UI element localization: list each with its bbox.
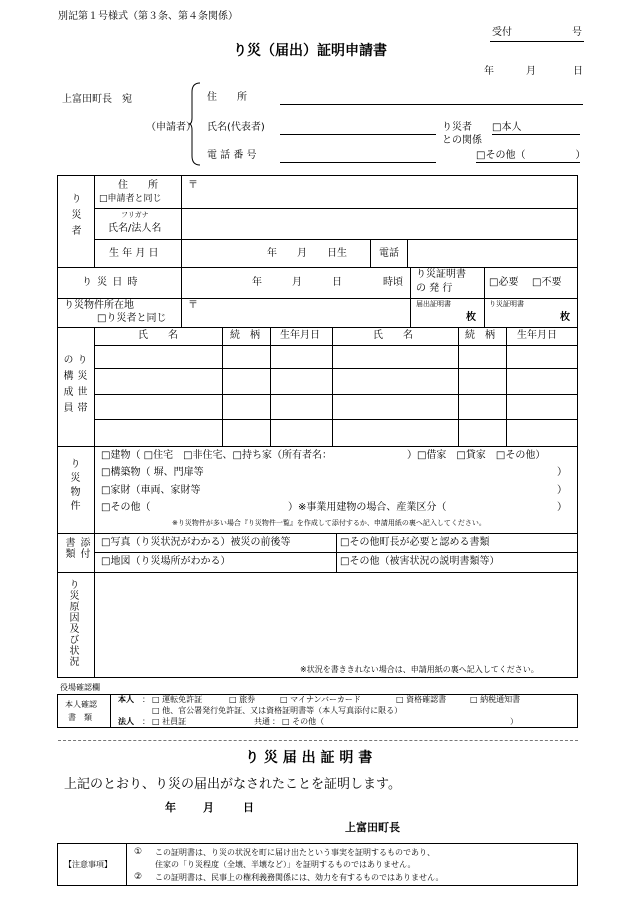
victim-address-label: 住 所 xyxy=(118,180,158,191)
office-colon-2: ： xyxy=(142,717,150,726)
receipt-number: 号 xyxy=(572,27,582,38)
attach-photo-checkbox[interactable]: □写真（り災状況がわかる）被災の前後等 xyxy=(101,537,291,548)
col-birth-1: 生年月日 xyxy=(280,330,320,341)
property-same-checkbox[interactable]: □り災者と同じ xyxy=(97,313,167,324)
office-check-title: 役場確認欄 xyxy=(60,683,100,692)
addressee: 上富田町長 宛 xyxy=(62,94,132,105)
victim-side-label: り災者 xyxy=(69,193,80,241)
victim-birth-fill: 年 月 日生 xyxy=(267,248,347,259)
col-name-1: 氏 名 xyxy=(138,330,178,341)
date-day: 日 xyxy=(573,66,583,77)
id-others-checkbox[interactable]: □ 他、官公署発行免許証、又は資格証明書等（本人写真添付に限る） xyxy=(152,706,403,715)
property-household-line[interactable]: □家財（車両、家財等 xyxy=(101,485,201,496)
cause-text-area[interactable] xyxy=(96,574,576,660)
id-mynumber-checkbox[interactable]: □ マイナンバーカード xyxy=(280,695,361,704)
property-note: ※り災物件が多い場合『り災物件一覧』を作成して添付するか、申請用紙の裏へ記入してください。 xyxy=(172,519,486,527)
col-rel-2: 続 柄 xyxy=(465,330,495,341)
victim-zip-mark: 〒 xyxy=(188,180,198,191)
attach-map-checkbox[interactable]: □地図（り災場所がわかる） xyxy=(101,556,231,567)
disaster-datetime-label: り 災 日 時 xyxy=(82,277,139,288)
separator xyxy=(58,740,578,741)
office-common-label: 共通 xyxy=(254,717,270,726)
cert-issue-label-1: り災証明書 xyxy=(416,269,466,280)
certificate-statement: 上記のとおり、り災の届出がなされたことを証明します。 xyxy=(64,777,401,792)
notif-cert-label: 届出証明書 xyxy=(416,300,451,308)
disaster-datetime-fill: 年 月 日 xyxy=(252,277,342,288)
applicant-name-field[interactable] xyxy=(280,134,436,135)
note-2-marker: ② xyxy=(134,872,143,882)
property-structure-end: ） xyxy=(557,467,567,478)
certificate-title: り 災 届 出 証 明 書 xyxy=(245,750,373,766)
notes-label: 【注意事項】 xyxy=(64,860,112,869)
office-id-label-1: 本人確認 xyxy=(65,700,97,709)
col-rel-1: 続 柄 xyxy=(230,330,260,341)
office-colon-1: ： xyxy=(142,695,150,704)
date-year: 年 xyxy=(484,66,494,77)
receipt-label: 受付 xyxy=(492,27,512,38)
attach-mayor-checkbox[interactable]: □その他町長が必要と認める書類 xyxy=(340,537,490,548)
victim-birth-label: 生 年 月 日 xyxy=(109,248,159,259)
applicant-address-field[interactable] xyxy=(280,104,583,105)
id-passport-checkbox[interactable]: □ 旅券 xyxy=(229,695,256,704)
cause-side-label: り災原因及び状況 xyxy=(67,579,78,667)
property-industry-end: ） xyxy=(557,502,567,513)
property-other-line[interactable]: □その他（ xyxy=(101,502,151,513)
office-colon-3: ： xyxy=(272,717,280,726)
disaster-cert-copies: 枚 xyxy=(560,312,570,323)
property-household-end: ） xyxy=(557,485,567,496)
note-1-marker: ① xyxy=(134,847,143,857)
id-other-checkbox[interactable]: □ その他（ xyxy=(282,717,325,726)
id-tax-checkbox[interactable]: □ 納税通知書 xyxy=(470,695,521,704)
cert-noneed-checkbox[interactable]: □不要 xyxy=(532,277,562,288)
property-structure-line[interactable]: □構築物（ 塀、門扉等 xyxy=(101,467,204,478)
note-1-text-1: この証明書は、り災の状況を町に届け出たという事実を証明するものであり、 xyxy=(155,848,435,857)
note-1-text-2: 住家の「り災程度（全壊、半壊など）」を証明するものではありません。 xyxy=(155,860,416,869)
applicant-name-label: 氏名(代表者) xyxy=(207,122,265,133)
office-person-label: 本人 xyxy=(118,695,134,704)
property-location-label: り災物件所在地 xyxy=(64,300,134,311)
cert-issuer: 上富田町長 xyxy=(345,821,400,834)
form-reference: 別記第１号様式（第３条、第４条関係） xyxy=(58,11,238,22)
cert-date-day: 日 xyxy=(243,801,254,814)
victim-phone-label: 電話 xyxy=(379,248,399,259)
cert-issue-label-2: の 発 行 xyxy=(416,283,453,294)
office-id-label-2: 書 類 xyxy=(68,713,92,722)
victim-same-checkbox[interactable]: □申請者と同じ xyxy=(99,194,162,204)
id-license-checkbox[interactable]: □ 運転免許証 xyxy=(152,695,203,704)
relation-other-checkbox[interactable]: □その他（ ） xyxy=(476,150,586,161)
relation-label-2: との関係 xyxy=(442,135,482,146)
form-title: り災（届出）証明申請書 xyxy=(233,43,387,59)
property-building-line[interactable]: □建物（ □住宅 □非住宅、□持ち家（所有者名： ）□借家 □貸家 □その他） xyxy=(101,450,546,461)
note-2-text: この証明書は、民事上の権利義務関係には、効力を有するものではありません。 xyxy=(155,873,444,882)
attach-other-checkbox[interactable]: □その他（被害状況の説明書類等） xyxy=(340,556,500,567)
notif-cert-copies: 枚 xyxy=(466,312,476,323)
applicant-brace xyxy=(188,82,202,166)
applicant-phone-field[interactable] xyxy=(280,162,436,163)
office-corp-label: 法人 xyxy=(118,717,134,726)
date-month: 月 xyxy=(526,66,536,77)
col-birth-2: 生年月日 xyxy=(517,330,557,341)
id-other-end: ） xyxy=(510,717,518,726)
property-zip-mark: 〒 xyxy=(188,300,198,311)
property-industry-line: ）※事業用建物の場合、産業区分（ xyxy=(288,502,447,513)
victim-name-label: 氏名/法人名 xyxy=(108,223,162,234)
disaster-cert-label: り災証明書 xyxy=(489,300,524,308)
applicant-label: （申請者） xyxy=(146,122,196,133)
disaster-time-label: 時頃 xyxy=(383,277,403,288)
relation-label-1: り災者 xyxy=(442,122,472,133)
applicant-phone-label: 電 話 番 号 xyxy=(207,150,257,161)
id-qual-checkbox[interactable]: □ 資格確認書 xyxy=(396,695,447,704)
victim-furigana-label: フリガナ xyxy=(121,211,149,219)
cert-date-year: 年 xyxy=(165,801,176,814)
cert-need-checkbox[interactable]: □必要 xyxy=(489,277,519,288)
applicant-address-label: 住 所 xyxy=(207,92,247,103)
cause-note: ※状況を書ききれない場合は、申請用紙の裏へ記入してください。 xyxy=(300,665,539,674)
property-side-label: り災物件 xyxy=(68,458,79,514)
cert-date-month: 月 xyxy=(203,801,214,814)
col-name-2: 氏 名 xyxy=(373,330,413,341)
id-employee-checkbox[interactable]: □ 社員証 xyxy=(152,717,187,726)
relation-self-checkbox[interactable]: □本人 xyxy=(492,122,522,133)
